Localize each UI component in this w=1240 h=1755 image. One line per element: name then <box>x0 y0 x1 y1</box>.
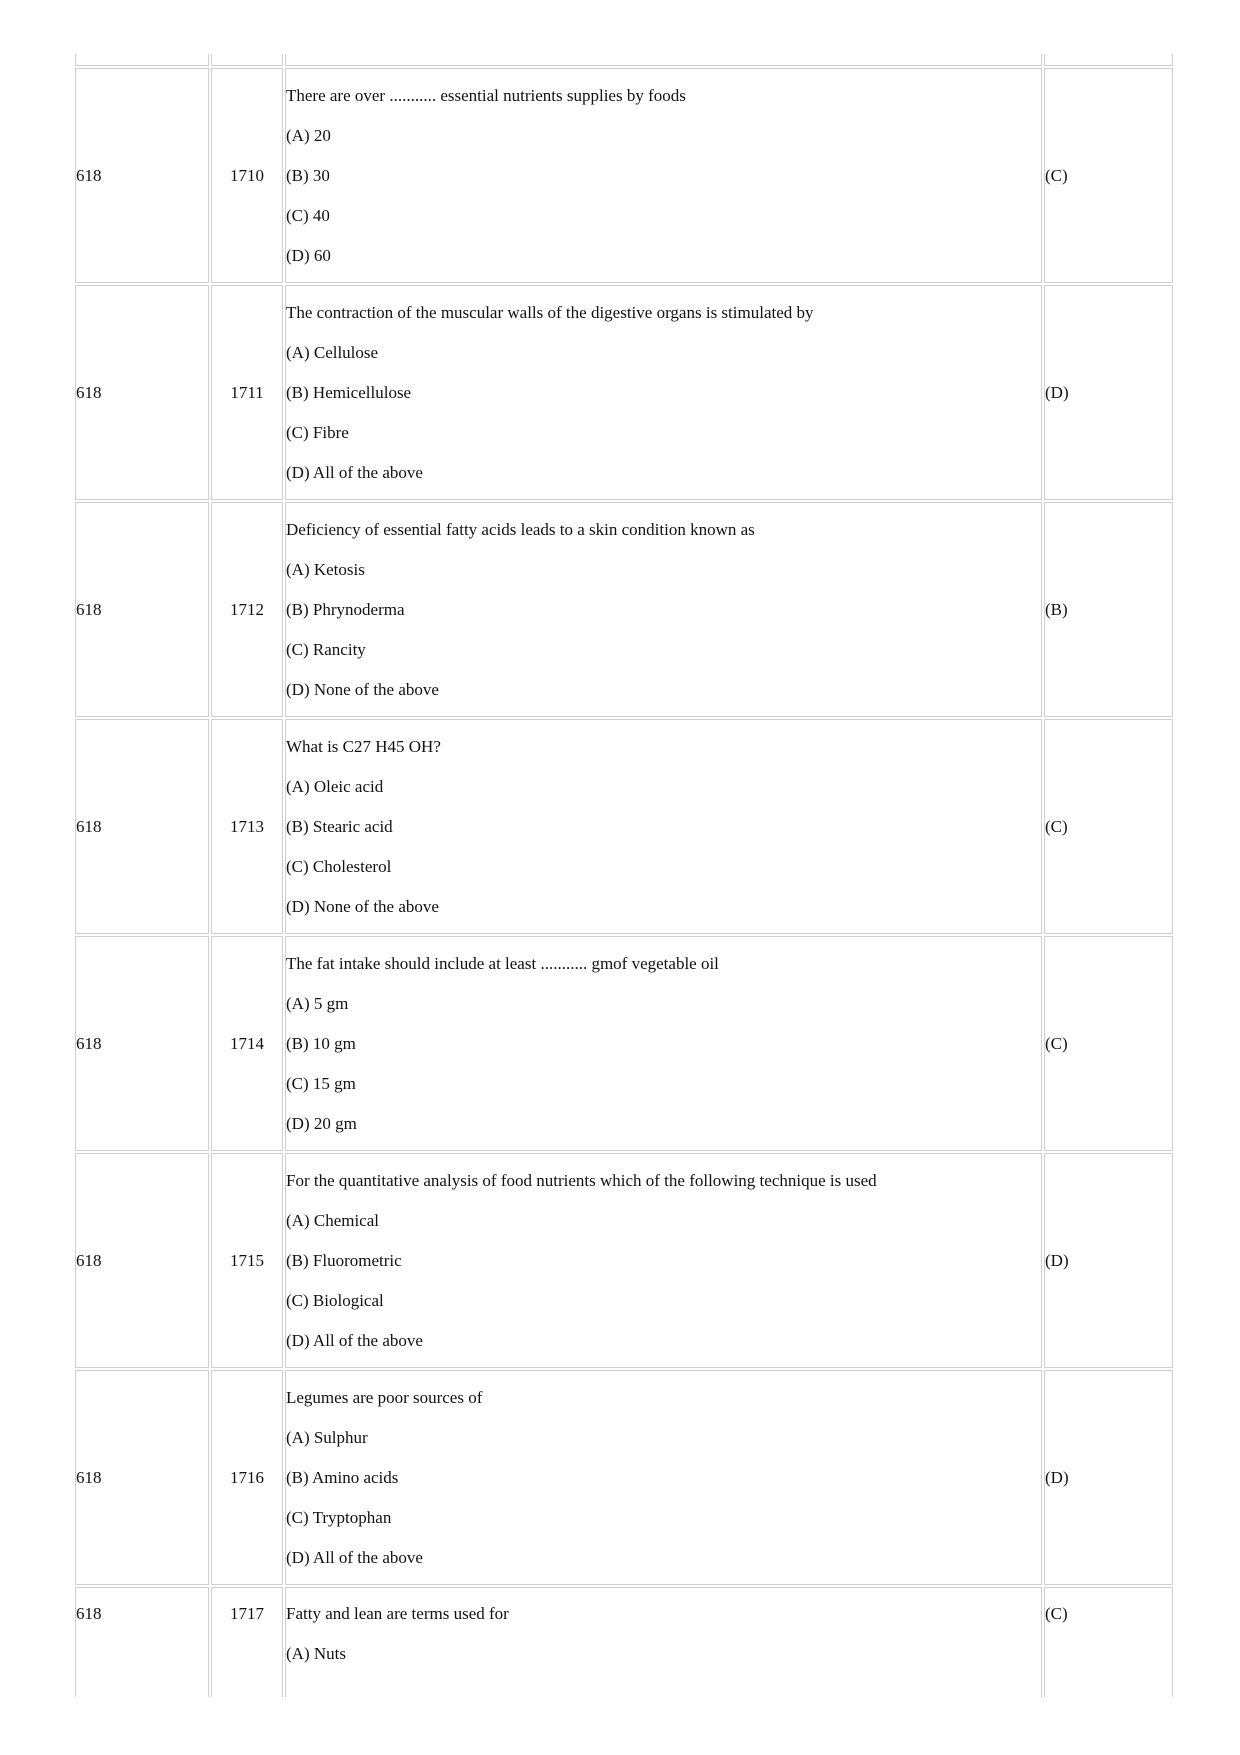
answer-option: (B) Phrynoderma <box>286 599 405 619</box>
correct-answer-cell: (D) <box>1044 1370 1173 1585</box>
answer-option: (B) 10 gm <box>286 1033 356 1053</box>
table-row <box>75 1587 1173 1697</box>
correct-answer-cell: (C) <box>1044 1587 1173 1697</box>
question-cell <box>285 285 1042 500</box>
answer-option: (A) Nuts <box>286 1644 346 1663</box>
question-cell <box>285 936 1042 1151</box>
answer-option: (D) All of the above <box>286 462 423 482</box>
question-text: What is C27 H45 OH? <box>286 736 441 756</box>
correct-answer-cell: (C) <box>1044 68 1173 283</box>
question-cell <box>285 1153 1042 1368</box>
answer-option: (A) Sulphur <box>286 1427 368 1447</box>
answer-option: (A) Oleic acid <box>286 776 384 796</box>
answer-option: (A) Ketosis <box>286 559 365 579</box>
question-number-cell: 1717 <box>211 1587 283 1697</box>
answer-option: (C) Tryptophan <box>286 1507 392 1527</box>
answer-option: (B) Stearic acid <box>286 816 393 836</box>
answer-option: (C) Rancity <box>286 639 366 659</box>
answer-option: (D) 20 gm <box>286 1113 357 1133</box>
answer-option: (A) Cellulose <box>286 342 379 362</box>
table-row <box>75 1153 1173 1368</box>
table-row <box>75 502 1173 717</box>
question-cell <box>285 1587 1042 1697</box>
serial-number-cell: 618 <box>75 1153 209 1368</box>
question-text: The fat intake should include at least ........... gmof vegetable oil <box>286 953 719 973</box>
table-row <box>75 719 1173 934</box>
serial-number-cell: 618 <box>75 68 209 283</box>
answer-option: (D) All of the above <box>286 1547 423 1567</box>
question-number-cell: 1710 <box>211 68 283 283</box>
question-number-cell: 1715 <box>211 1153 283 1368</box>
question-text: The contraction of the muscular walls of the digestive organs is stimulated by <box>286 302 814 322</box>
serial-number-cell: 618 <box>75 719 209 934</box>
correct-answer-cell: (B) <box>1044 502 1173 717</box>
answer-option: (C) Biological <box>286 1290 384 1310</box>
answer-option: (D) None of the above <box>286 896 439 916</box>
answer-option: (C) 15 gm <box>286 1073 356 1093</box>
answer-option: (B) 30 <box>286 165 330 185</box>
serial-number-cell: 618 <box>75 1587 209 1697</box>
answer-option: (C) Fibre <box>286 422 349 442</box>
serial-number-cell: 618 <box>75 502 209 717</box>
question-text: For the quantitative analysis of food nutrients which of the following technique is used <box>286 1170 877 1190</box>
table-row <box>75 68 1173 283</box>
correct-answer-cell: (C) <box>1044 936 1173 1151</box>
question-number-cell: 1711 <box>211 285 283 500</box>
table-cell <box>285 54 1042 66</box>
serial-number-cell: 618 <box>75 285 209 500</box>
table-cell <box>75 54 209 66</box>
question-number-cell: 1716 <box>211 1370 283 1585</box>
answer-option: (D) 60 <box>286 245 331 265</box>
question-number-cell: 1712 <box>211 502 283 717</box>
answer-option: (B) Hemicellulose <box>286 382 412 402</box>
question-text: Fatty and lean are terms used for <box>286 1604 509 1623</box>
answer-option: (A) 5 gm <box>286 993 349 1013</box>
serial-number-cell: 618 <box>75 936 209 1151</box>
answer-option: (C) Cholesterol <box>286 856 392 876</box>
answer-option: (B) Amino acids <box>286 1467 399 1487</box>
answer-option: (C) 40 <box>286 205 330 225</box>
answer-option: (A) Chemical <box>286 1210 379 1230</box>
table-cell <box>211 54 283 66</box>
table-cell <box>1044 54 1173 66</box>
question-text: Deficiency of essential fatty acids leads to a skin condition known as <box>286 519 755 539</box>
answer-option: (B) Fluorometric <box>286 1250 402 1270</box>
question-cell <box>285 719 1042 934</box>
correct-answer-cell: (D) <box>1044 1153 1173 1368</box>
question-text: Legumes are poor sources of <box>286 1387 483 1407</box>
question-table-body <box>75 54 1173 1697</box>
table-row <box>75 936 1173 1151</box>
correct-answer-cell: (D) <box>1044 285 1173 500</box>
table-row <box>75 1370 1173 1585</box>
serial-number-cell: 618 <box>75 1370 209 1585</box>
table-row <box>75 285 1173 500</box>
question-text: There are over ........... essential nutrients supplies by foods <box>286 85 686 105</box>
question-number-cell: 1713 <box>211 719 283 934</box>
answer-option: (A) 20 <box>286 125 331 145</box>
answer-option: (D) None of the above <box>286 679 439 699</box>
question-cell <box>285 502 1042 717</box>
question-table <box>73 52 1175 1699</box>
answer-option: (D) All of the above <box>286 1330 423 1350</box>
correct-answer-cell: (C) <box>1044 719 1173 934</box>
question-cell <box>285 1370 1042 1585</box>
question-cell <box>285 68 1042 283</box>
table-row-continued <box>75 54 1173 66</box>
question-number-cell: 1714 <box>211 936 283 1151</box>
